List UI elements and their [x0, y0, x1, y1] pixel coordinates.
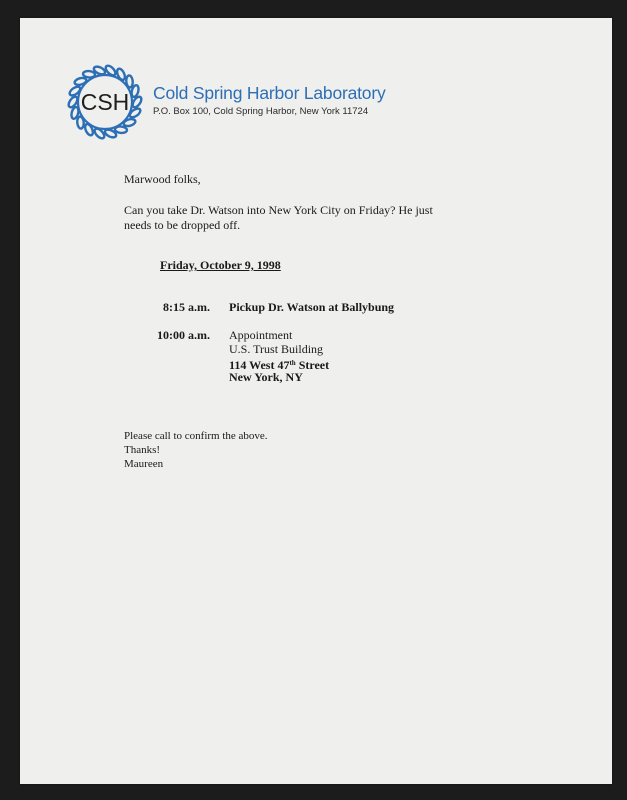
- greeting: Marwood folks,: [124, 172, 201, 186]
- signature: Maureen: [124, 458, 164, 470]
- street-name: Street: [295, 358, 330, 372]
- closing-line-1: Please call to confirm the above.: [124, 430, 268, 442]
- organization-name: Cold Spring Harbor Laboratory: [153, 83, 386, 103]
- logo-text: CSH: [80, 89, 130, 115]
- schedule-detail-appointment: Appointment: [229, 328, 293, 342]
- helix-loop: [83, 71, 96, 78]
- helix-loop: [115, 126, 128, 133]
- letter-page: [20, 18, 612, 784]
- schedule-time-1: 8:15 a.m.: [163, 300, 210, 314]
- closing-line-2: Thanks!: [124, 444, 161, 456]
- organization-address: P.O. Box 100, Cold Spring Harbor, New York 11724: [153, 106, 369, 117]
- helix-loop: [77, 116, 84, 129]
- schedule-detail-city: New York, NY: [229, 370, 303, 384]
- helix-loop: [126, 75, 133, 88]
- schedule-time-2: 10:00 a.m.: [157, 328, 210, 342]
- street-ordinal: th: [289, 359, 296, 367]
- csh-logo-icon: [65, 62, 145, 142]
- schedule-detail-pickup: Pickup Dr. Watson at Ballybung: [229, 300, 395, 314]
- body-line-1: Can you take Dr. Watson into New York City on Friday? He just: [124, 203, 433, 217]
- schedule-detail-building: U.S. Trust Building: [229, 342, 324, 356]
- body-line-2: needs to be dropped off.: [124, 218, 241, 232]
- street-number: 114 West 47: [229, 358, 290, 372]
- date-heading: Friday, October 9, 1998: [160, 258, 281, 272]
